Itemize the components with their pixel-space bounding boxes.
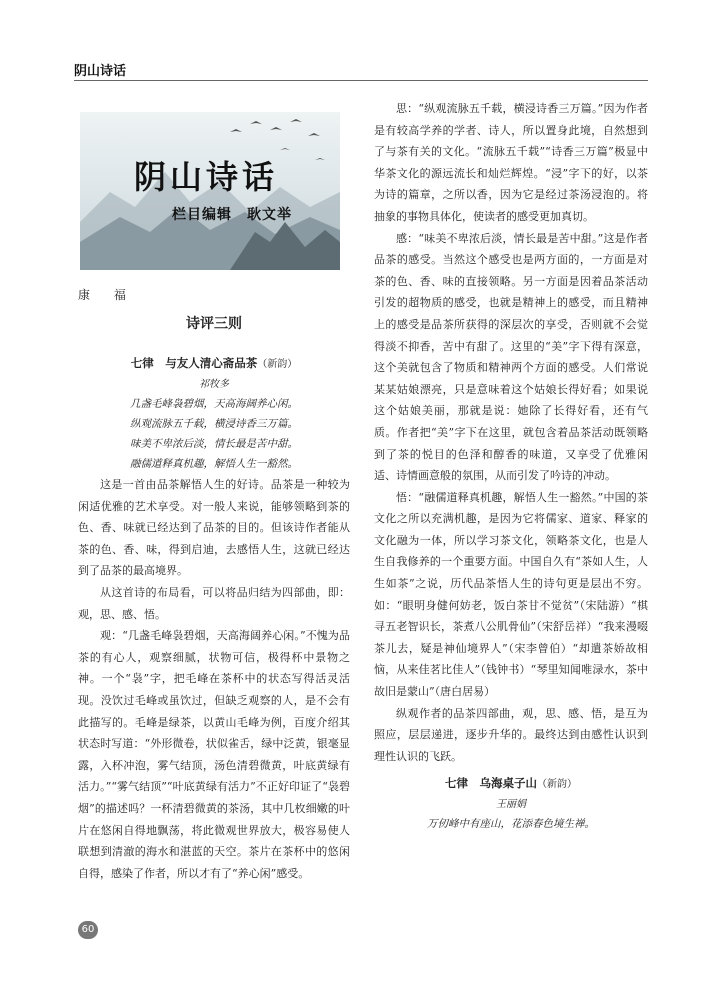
poem-title-text: 七律 乌海桌子山 (445, 776, 537, 791)
right-column (374, 98, 648, 834)
column-header-title: 阴山诗话 (74, 64, 127, 79)
body-paragraph: 悟：“融儒道释真机趣，解悟人生一豁然。”中国的茶文化之所以充满机趣，是因为它将儒家、道家、释家的文化融为一体，所以学习茶文化，领略茶文化，也是人生自我修养的一个重要方面。中国自久有“茶如人生，人生如茶”之说，历代品茶悟人生的诗句更是层出不穷。如：“眼明身健何妨老，饭白茶甘不觉贫”（宋陆游）“棋寻五老智识长，茶煮八公肌骨仙”（宋舒岳祥）“我来漫啜茶儿去，疑是神仙境界人”（宋李曾伯）“却遣茶娇故相恼，从来佳茗比佳人”（钱钟书）“琴里知闻唯渌水，茶中故旧是蒙山”（唐白居易） (374, 490, 648, 699)
column-banner (80, 112, 340, 270)
poem-title (78, 355, 350, 371)
body-paragraph: 思：“纵观流脉五千载，横浸诗香三万篇。”因为作者是有较高学养的学者、诗人，所以置身此境，自然想到了与茶有关的文化。“流脉五千载”“诗香三万篇”极显中华茶文化的源远流长和灿烂辉煌。“浸”字下的好，以茶为诗的篇章，之所以香，因为它是经过茶汤浸泡的。将抽象的事物具体化，使读者的感受更加真切。 (374, 102, 648, 223)
body-paragraph: 从这首诗的布局看，可以将品归结为四部曲，即：观，思、感、悟。 (78, 585, 350, 621)
page-number: 60 (78, 921, 98, 939)
poem-line: 几盏毛峰袅碧烟，天高海阔养心闲。 (130, 398, 298, 410)
poem-author: 祁牧多 (199, 379, 229, 390)
poem-title (374, 775, 648, 791)
header-divider (74, 80, 648, 81)
poem-line: 融儒道释真机趣，解悟人生一豁然。 (130, 458, 298, 470)
banner-editor: 栏目编辑 耿文举 (172, 207, 292, 223)
banner-title: 阴山诗话 (134, 158, 279, 196)
poem-line: 纵观流脉五千载，横浸诗香三万篇。 (130, 418, 298, 430)
left-column (78, 286, 350, 884)
body-paragraph: 感：“味美不卑浓后淡，情长最是苦中甜。”这是作者品茶的感受。当然这个感受也是两方面的，一方面是对茶的色、香、味的直接领略。另一方面是因着品茶活动引发的超物质的感受，也就是精神上的感受，而且精神上的感受是品茶所获得的深层次的享受，否则就不会觉得淡不抑香，苦中有甜了。这里的“美”字下得有深意，这个美就包含了物质和精神两个方面的感受。人们常说某某姑娘漂亮，只是意味着这个姑娘长得好看；如果说这个姑娘美丽，那就是说：她除了长得好看，还有气质。作者把“美”字下在这里，就包含着品茶活动既领略到了茶的悦目的色泽和醇香的味道，又享受了优雅闲适、诗情画意般的氛围，从而引发了吟诗的冲动。 (374, 231, 648, 483)
poem-line: 万仞峰中有座山，花添春色境生禅。 (427, 818, 595, 831)
body-paragraph: 纵观作者的品茶四部曲，观，思、感、悟，是互为照应，层层递进，逐步升华的。最终达到由感性认识到理性认识的飞跃。 (374, 706, 648, 763)
poem-author: 王丽娟 (496, 799, 526, 811)
poem-title-text: 七律 与友人清心斋品茶 (130, 356, 258, 370)
body-paragraph: 这是一首由品茶解悟人生的好诗。品茶是一种较为闲适优雅的艺术享受。对一般人来说，能够领略到茶的色、香、味就已经达到了品茶的目的。但该诗作者能从茶的色、香、味，得到启迪，去感悟人生，这就已经达到了品茶的最高境界。 (78, 478, 350, 578)
poem-line: 味美不卑浓后淡，情长最是苦中甜。 (130, 438, 298, 450)
poem-title-note: （新韵） (537, 779, 577, 791)
article-title: 诗评三则 (186, 316, 242, 332)
poem-title-note: （新韵） (257, 359, 298, 370)
article-author: 康 福 (78, 288, 136, 302)
body-paragraph: 观：“几盏毛峰袅碧烟，天高海阔养心闲。”不愧为品茶的有心人，观察细腻，状物可信，极得杯中景物之神。一个“袅”字，把毛峰在茶杯中的状态写得活灵活现。没饮过毛峰或虽饮过，但缺乏观察的人，是不会有此描写的。毛峰是绿茶，以黄山毛峰为例，百度介绍其状态时写道：“外形微卷，状似雀舌，绿中泛黄，银毫显露，入杯冲泡，雾气结顶，汤色清碧微黄，叶底黄绿有活力。”“雾气结顶”“叶底黄绿有活力”不正好印证了“袅碧烟”的描述吗？一杯清碧微黄的茶汤，其中几枚细嫩的叶片在悠闲自得地飘荡，将此微观世界放大，极容易使人联想到清澈的海水和湛蓝的天空。茶片在茶杯中的悠闲自得，感染了作者，所以才有了“养心闲”感受。 (78, 629, 350, 880)
